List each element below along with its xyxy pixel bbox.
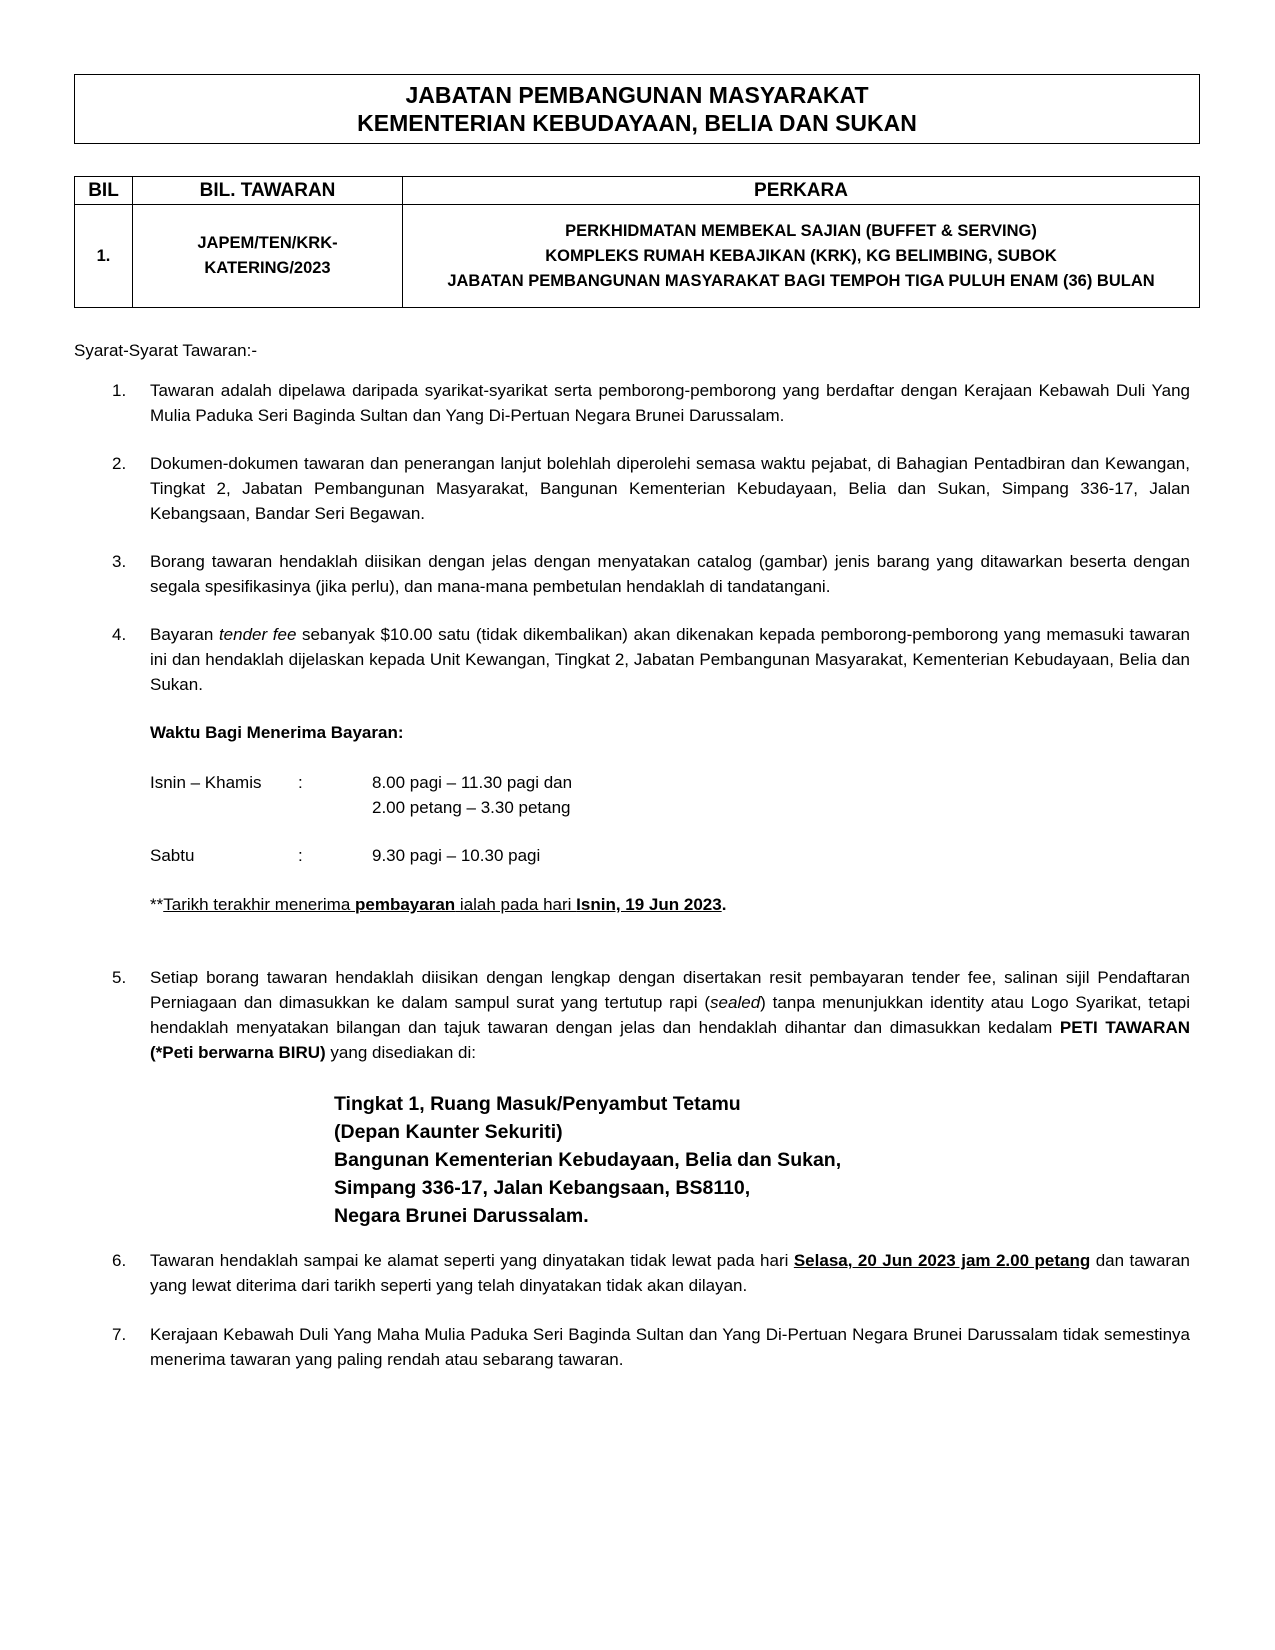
- address-line: Tingkat 1, Ruang Masuk/Penyambut Tetamu: [334, 1093, 741, 1115]
- item-text: [150, 622, 1190, 697]
- saturday-label: Sabtu: [150, 846, 195, 865]
- item-text: [150, 1248, 1190, 1298]
- header-box: [74, 74, 1200, 144]
- item-text: Tawaran adalah dipelawa daripada syarikat-syarikat serta pemborong-pemborong yang berdaftar dengan Kerajaan Kebawah Duli Yang Mulia Paduka Seri Baginda Sultan dan Yang Di-Pertuan Negara Brunei Darussalam.: [150, 381, 1190, 425]
- table-row: [75, 205, 1200, 308]
- header-perkara: PERKARA: [403, 177, 1200, 205]
- closing-date: Selasa, 20 Jun 2023 jam 2.00 petang: [793, 1251, 1091, 1270]
- item-number: 6.: [112, 1251, 127, 1270]
- address-line: Negara Brunei Darussalam.: [334, 1205, 589, 1227]
- tender-box-address: [334, 1090, 841, 1230]
- conditions-intro: Syarat-Syarat Tawaran:-: [74, 341, 257, 360]
- item-text-part: Bayaran: [150, 625, 219, 644]
- tawaran-line: JAPEM/TEN/KRK-: [197, 234, 338, 252]
- tender-box-label: PETI TAWARAN (*Peti berwarna BIRU): [150, 1018, 1190, 1062]
- item-text-part: yang disediakan di:: [325, 1043, 476, 1062]
- item-number: 2.: [112, 454, 127, 473]
- perkara-line: PERKHIDMATAN MEMBEKAL SAJIAN (BUFFET & SERVING): [565, 221, 1037, 240]
- item-text: [150, 965, 1190, 1065]
- deadline-date: Isnin, 19 Jun 2023: [576, 895, 722, 914]
- header-bil-tawaran: BIL. TAWARAN: [133, 177, 403, 205]
- header-ministry: KEMENTERIAN KEBUDAYAAN, BELIA DAN SUKAN: [357, 110, 917, 136]
- tender-fee-term: tender fee: [218, 625, 297, 644]
- address-line: Simpang 336-17, Jalan Kebangsaan, BS8110,: [334, 1177, 751, 1199]
- item-text-part: Tawaran hendaklah sampai ke alamat seperti yang dinyatakan tidak lewat pada hari: [150, 1251, 794, 1270]
- perkara-line: JABATAN PEMBANGUNAN MASYARAKAT BAGI TEMPOH TIGA PULUH ENAM (36) BULAN: [447, 271, 1155, 290]
- address-line: Bangunan Kementerian Kebudayaan, Belia dan Sukan,: [334, 1149, 842, 1171]
- item-text: Borang tawaran hendaklah diisikan dengan jelas dengan menyatakan catalog (gambar) jenis barang yang ditawarkan beserta dengan segala spesifikasinya (jika perlu), dan mana-mana pembetulan hendaklah di tandatangani.: [150, 552, 1190, 596]
- item-number: 1.: [112, 381, 127, 400]
- weekday-label: Isnin – Khamis: [150, 773, 262, 792]
- tawaran-line: KATERING/2023: [204, 259, 331, 277]
- header-bil: BIL: [75, 177, 133, 205]
- item-text-part: sebanyak $10.00 satu (tidak dikembalikan) akan dikenakan kepada pemborong-pemborong yang memasuki tawaran ini dan hendaklah dijelaskan kepada Unit Kewangan, Tingkat 2, Jabatan Pembangunan Masyarakat, Kementerian Kebudayaan, Belia dan Sukan.: [150, 625, 1190, 694]
- deadline-prefix: **: [150, 895, 164, 914]
- table-header-row: [75, 177, 1200, 205]
- payment-weekday-row: [0, 770, 1275, 820]
- item-text-part: dan tawaran yang lewat diterima dari tarikh seperti yang telah dinyatakan tidak akan dilayan.: [150, 1251, 1190, 1295]
- payment-saturday-row: [0, 843, 1275, 868]
- deadline-end: .: [721, 895, 727, 914]
- item-number: 5.: [112, 968, 127, 987]
- tender-table: [74, 176, 1200, 308]
- weekday-time-1: 8.00 pagi – 11.30 pagi dan: [372, 773, 573, 792]
- item-text-part: Setiap borang tawaran hendaklah diisikan dengan lengkap dengan disertakan resit pembayaran tender fee, salinan sijil Pendaftaran Perniagaan dan dimasukkan ke dalam sampul surat yang tertutup rapi (: [150, 968, 1190, 1012]
- deadline-text: Tarikh terakhir menerima: [163, 895, 356, 914]
- cell-perkara: [403, 205, 1200, 308]
- saturday-time: 9.30 pagi – 10.30 pagi: [372, 846, 541, 865]
- payment-deadline: [150, 892, 726, 917]
- saturday-colon: :: [298, 846, 303, 865]
- item-number: 4.: [112, 625, 127, 644]
- deadline-underlined: [163, 895, 721, 914]
- header-department: JABATAN PEMBANGUNAN MASYARAKAT: [405, 82, 869, 108]
- sealed-term: sealed: [710, 993, 761, 1012]
- item-number: 3.: [112, 552, 127, 571]
- cell-bil-tawaran: [133, 205, 403, 308]
- deadline-payment-word: pembayaran: [355, 895, 456, 914]
- item-text-part: ) tanpa menunjukkan identity atau Logo Syarikat, tetapi hendaklah menyatakan bilangan dan tajuk tawaran dengan jelas dan hendaklah dihantar dan dimasukkan kedalam: [150, 993, 1191, 1037]
- weekday-colon: :: [298, 773, 303, 792]
- cell-bil: 1.: [75, 205, 133, 308]
- item-text: Kerajaan Kebawah Duli Yang Maha Mulia Paduka Seri Baginda Sultan dan Yang Di-Pertuan Negara Brunei Darussalam tidak semestinya menerima tawaran yang paling rendah atau sebarang tawaran.: [150, 1325, 1190, 1369]
- item-number: 7.: [112, 1325, 127, 1344]
- weekday-time-2: 2.00 petang – 3.30 petang: [372, 798, 571, 817]
- perkara-line: KOMPLEKS RUMAH KEBAJIKAN (KRK), KG BELIMBING, SUBOK: [545, 246, 1057, 265]
- address-line: (Depan Kaunter Sekuriti): [334, 1121, 563, 1143]
- item-text: Dokumen-dokumen tawaran dan penerangan lanjut bolehlah diperolehi semasa waktu pejabat, di Bahagian Pentadbiran dan Kewangan, Tingkat 2, Jabatan Pembangunan Masyarakat, Bangunan Kementerian Kebudayaan, Belia dan Sukan, Simpang 336-17, Jalan Kebangsaan, Bandar Seri Begawan.: [150, 454, 1190, 523]
- deadline-text: ialah pada hari: [455, 895, 577, 914]
- payment-hours-heading: Waktu Bagi Menerima Bayaran:: [150, 723, 404, 742]
